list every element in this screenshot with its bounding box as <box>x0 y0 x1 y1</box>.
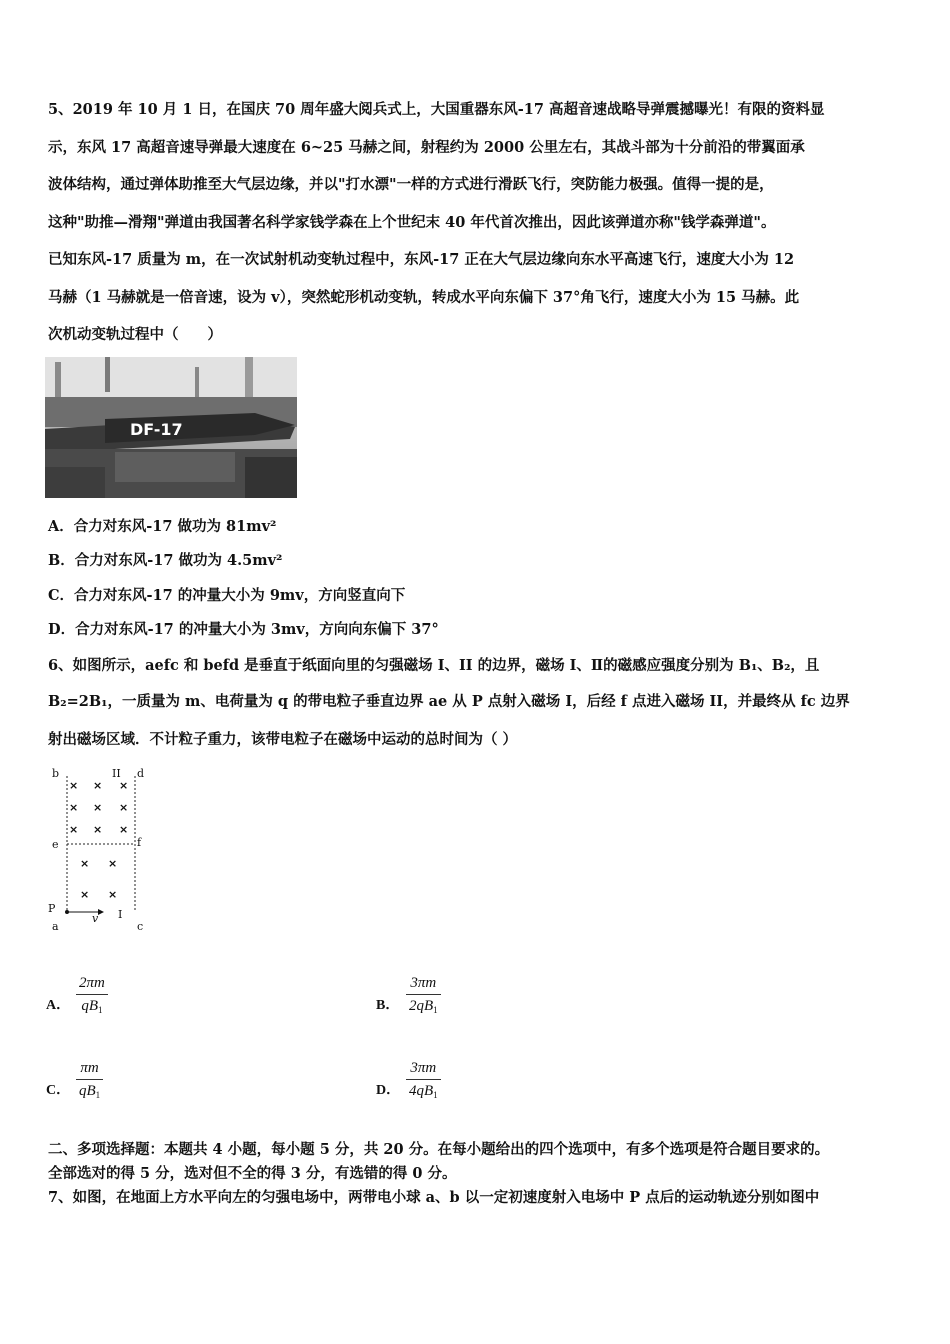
field-mark: × <box>69 823 79 836</box>
label-a: a <box>52 920 59 933</box>
subscript: 1 <box>433 1090 438 1100</box>
label-f: f <box>137 836 142 849</box>
label-region-ii: II <box>112 767 121 780</box>
label-region-i: I <box>118 908 123 921</box>
q5-option-c: C．合力对东风-17 的冲量大小为 9mv，方向竖直向下 <box>48 587 406 604</box>
denominator: 4qB <box>409 1083 434 1099</box>
q6-line-2: B₂=2B₁，一质量为 m、电荷量为 q 的带电粒子垂直边界 ae 从 P 点射入磁场 I，后经 f 点进入磁场 II，并最终从 fc 边界 <box>48 693 850 710</box>
denominator: qB <box>81 998 99 1014</box>
field-mark: × <box>119 823 129 836</box>
field-mark: × <box>69 779 79 792</box>
q5-line-5: 已知东风-17 质量为 m，在一次试射机动变轨过程中，东风-17 正在大气层边缘向东水平高速飞行，速度大小为 12 <box>48 251 795 268</box>
q5-option-d: D．合力对东风-17 的冲量大小为 3mv，方向向东偏下 37° <box>48 621 439 638</box>
option-label: A． <box>46 998 71 1013</box>
label-c: c <box>137 920 144 933</box>
field-mark: × <box>119 801 129 814</box>
section2-line-1: 二、多项选择题：本题共 4 小题，每小题 5 分，共 20 分。在每小题给出的四个选项中，有多个选项是符合题目要求的。 <box>48 1141 830 1158</box>
subscript: 1 <box>433 1005 438 1015</box>
magnetic-field-diagram <box>40 762 160 940</box>
q5-line-6: 马赫（1 马赫就是一倍音速，设为 v），突然蛇形机动变轨，转成水平向东偏下 37°角飞行，速度大小为 15 马赫。此 <box>48 289 800 306</box>
q5-option-a: A．合力对东风-17 做功为 81mv² <box>48 518 277 535</box>
field-mark: × <box>119 779 129 792</box>
q6-line-3: 射出磁场区域．不计粒子重力，该带电粒子在磁场中运动的总时间为（ ） <box>48 731 518 748</box>
subscript: 1 <box>95 1090 101 1100</box>
numerator: 3πm <box>410 1060 437 1076</box>
field-mark: × <box>80 888 90 901</box>
q7-line-1: 7、如图，在地面上方水平向左的匀强电场中，两带电小球 a、b 以一定初速度射入电场中 P 点后的运动轨迹分别如图中 <box>48 1189 820 1206</box>
label-p: P <box>48 902 56 915</box>
denominator: qB <box>79 1083 96 1099</box>
missile-label: DF-17 <box>130 420 183 439</box>
subscript: 1 <box>98 1005 103 1015</box>
df17-missile-photo <box>45 357 297 498</box>
numerator: 2πm <box>79 975 105 991</box>
numerator: πm <box>80 1060 99 1076</box>
label-e: e <box>52 838 59 851</box>
q5-option-b: B．合力对东风-17 做功为 4.5mv² <box>48 552 283 569</box>
denominator: 2qB <box>409 998 434 1014</box>
q5-line-1: 5、2019 年 10 月 1 日，在国庆 70 周年盛大阅兵式上，大国重器东风-17 高超音速战略导弹震撼曝光！有限的资料显 <box>48 101 825 118</box>
label-d: d <box>137 767 145 780</box>
option-label: B． <box>376 998 400 1013</box>
numerator: 3πm <box>410 975 437 991</box>
label-b: b <box>52 767 60 780</box>
section2-line-2: 全部选对的得 5 分，选对但不全的得 3 分，有选错的得 0 分。 <box>48 1165 457 1182</box>
q5-line-7: 次机动变轨过程中（ ） <box>48 326 222 343</box>
field-mark: × <box>93 779 103 792</box>
q5-line-2: 示，东风 17 高超音速导弹最大速度在 6~25 马赫之间，射程约为 2000 公里左右，其战斗部为十分前沿的带翼面承 <box>48 139 805 156</box>
option-label: D． <box>376 1083 401 1098</box>
field-mark: × <box>93 823 103 836</box>
q5-line-4: 这种"助推—滑翔"弹道由我国著名科学家钱学森在上个世纪末 40 年代首次推出，因此该弹道亦称"钱学森弹道"。 <box>48 214 776 231</box>
label-v: v <box>92 912 99 925</box>
q6-line-1: 6、如图所示，aefc 和 befd 是垂直于纸面向里的匀强磁场 I、II 的边界，磁场 I、Ⅱ的磁感应强度分别为 B₁、B₂，且 <box>48 657 820 674</box>
field-mark: × <box>69 801 79 814</box>
option-label: C． <box>46 1083 71 1098</box>
field-mark: × <box>93 801 103 814</box>
q5-line-3: 波体结构，通过弹体助推至大气层边缘，并以"打水漂"一样的方式进行滑跃飞行，突防能力极强。值得一提的是， <box>48 176 774 193</box>
field-mark: × <box>108 857 118 870</box>
field-mark: × <box>80 857 90 870</box>
field-mark: × <box>108 888 118 901</box>
